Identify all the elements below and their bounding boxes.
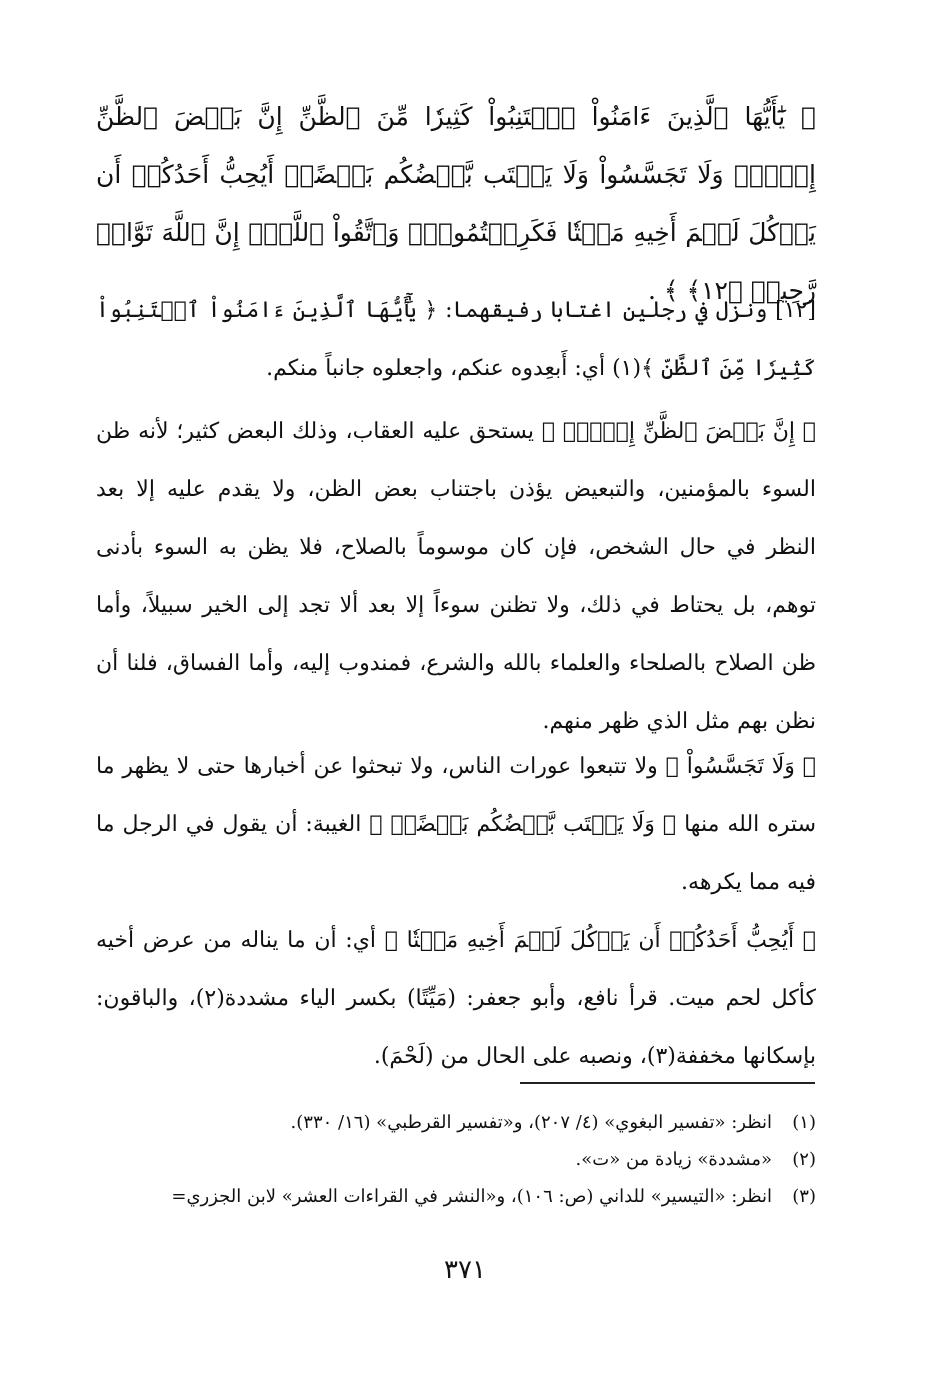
footnotes bbox=[80, 1104, 816, 1215]
paragraph-spying: ﴿ وَلَا تَجَسَّسُواْ ﴾ ولا تتبعوا عورات الناس، ولا تبحثوا عن أخبارها حتى لا يظهر ما ستره الله منها ﴿ وَلَا يَغۡتَب بَّعۡضُكُم بَعۡضًاۚ ﴾ الغيبة: أن يقول في الرجل ما فيه مما يكرهه. bbox=[96, 754, 816, 895]
quran-verse: ﴿ يَٰٓأَيُّهَا ٱلَّذِينَ ءَامَنُواْ ٱجۡتَنِبُواْ كَثِيرٗا مِّنَ ٱلظَّنِّ إِنَّ بَعۡضَ ٱلظَّنِّ إِثۡمٞۖ وَلَا تَجَسَّسُواْ وَلَا يَغۡتَب بَّعۡضُكُم بَعۡضًاۚ أَيُحِبُّ أَحَدُكُمۡ أَن يَأۡكُلَ لَحۡمَ أَخِيهِ مَيۡتٗا فَكَرِهۡتُمُوهُۚ وَٱتَّقُواْ ٱللَّهَۚ إِنَّ ٱللَّهَ تَوَّابٞ رَّحِيمٞ ﴿١٢﴾ ﴾ . bbox=[96, 102, 816, 305]
footnote-number: (٣) bbox=[792, 1186, 816, 1207]
paragraph-backbiting: ﴿ أَيُحِبُّ أَحَدُكُمۡ أَن يَأۡكُلَ لَحۡمَ أَخِيهِ مَيۡتٗا ﴾ أي: أن ما يناله من عرض أخيه كأكل لحم ميت. قرأ نافع، وأبو جعفر: (مَيِّتًا) بكسر الياء مشددة(٢)، والباقون: بإسكانها مخففة(٣)، ونصبه على الحال من (لَحْمَ). bbox=[96, 928, 816, 1069]
footnote-text: «مشددة» زيادة من «ت». bbox=[575, 1149, 772, 1170]
footnote-text: انظر: «التيسير» للداني (ص: ١٠٦)، و«النشر في القراءات العشر» لابن الجزري= bbox=[171, 1186, 772, 1207]
paragraph-suspicion: ﴿ إِنَّ بَعۡضَ ٱلظَّنِّ إِثۡمٞۖ ﴾ يستحق عليه العقاب، وذلك البعض كثير؛ لأنه ظن السوء بالمؤمنين، والتبعيض يؤذن باجتناب بعض الظن، ولا يقدم عليه إلا بعد النظر في حال الشخص، فإن كان موسوماً بالصلاح، فلا يظن به السوء بأدنى توهم، بل يحتاط في ذلك، ولا تظنن سوءاً إلا بعد ألا تجد إلى الخير سبيلاً، وأما ظن الصلاح بالصلحاء والعلماء بالله والشرع، فمندوب إليه، وأما الفساق، فلنا أن نظن بهم مثل الذي ظهر منهم. bbox=[96, 419, 816, 734]
footnote-2 bbox=[80, 1141, 816, 1178]
footnote-number: (٢) bbox=[792, 1149, 816, 1170]
paragraph-revelation: [١٢] ونزل في رجلين اغتابا رفيقهما: ﴿ يَٰٓأَيُّهَا ٱلَّذِينَ ءَامَنُواْ ٱجۡتَنِبُواْ كَثِيرٗا مِّنَ ٱلظَّنِّ ﴾(١) أي: أَبعِدوه عنكم، واجعلوه جانباً منكم. bbox=[96, 298, 816, 381]
page-number: ٣٧١ bbox=[444, 1255, 486, 1285]
footnote-1 bbox=[80, 1104, 816, 1141]
footnote-number: (١) bbox=[792, 1112, 816, 1133]
footnote-text: انظر: «تفسير البغوي» (٤/ ٢٠٧)، و«تفسير القرطبي» (١٦/ ٣٣٠). bbox=[290, 1112, 772, 1133]
footnote-divider bbox=[520, 1082, 815, 1084]
footnote-3 bbox=[80, 1178, 816, 1215]
